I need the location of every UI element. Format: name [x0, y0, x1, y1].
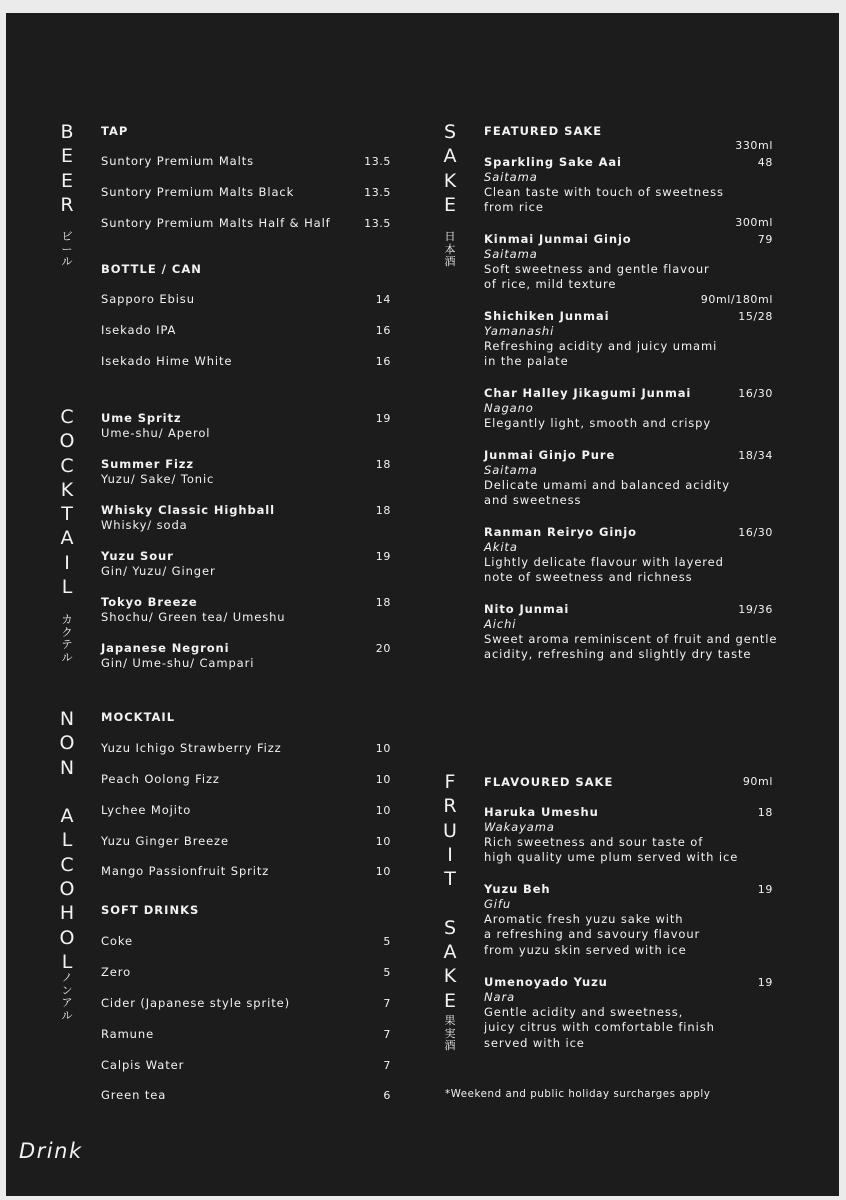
soft-drinks-heading: SOFT DRINKS	[101, 903, 200, 917]
featured-sake-heading: FEATURED SAKE	[484, 124, 603, 138]
cocktail-item-name: Whisky Classic Highball	[101, 503, 275, 517]
fruit-sake-vertical-label-letter: E	[443, 989, 456, 1012]
cocktail-item-name: Tokyo Breeze	[101, 595, 198, 609]
cocktail-item-desc: Shochu/ Green tea/ Umeshu	[101, 610, 286, 624]
beer-vertical-label-letter: E	[60, 169, 73, 192]
tap-item-name: Suntory Premium Malts Black	[101, 185, 295, 199]
cocktail-vertical-label-letter: C	[60, 406, 74, 428]
sake-item-region: Saitama	[484, 463, 538, 477]
mocktail-item-price: 10	[375, 742, 391, 755]
cocktail-item-name: Ume Spritz	[101, 411, 182, 425]
flavoured-sake-region: Gifu	[484, 897, 512, 911]
sake-size-label: 90ml/180ml	[700, 293, 773, 306]
cocktail-japanese-label-char: ク	[61, 625, 73, 639]
sake-item-price: 16/30	[738, 387, 773, 400]
fruit-sake-japanese-label-char: 酒	[444, 1039, 456, 1052]
non-alcohol-vertical-label-letter	[55, 780, 79, 804]
fruit-sake-vertical-label-letter: S	[443, 916, 457, 939]
fruit-sake-vertical-label-letter: U	[443, 819, 457, 842]
sake-item-desc: Elegantly light, smooth and crispy	[484, 416, 712, 430]
soft-drink-name: Coke	[101, 934, 133, 948]
beer-japanese-label	[55, 231, 79, 269]
sake-japanese-label-char: 酒	[444, 255, 456, 268]
soft-drink-price: 5	[383, 966, 391, 979]
soft-drink-price: 7	[383, 1028, 391, 1041]
bottle-heading: BOTTLE / CAN	[101, 262, 202, 276]
sake-item-desc: Sweet aroma reminiscent of fruit and gentle	[484, 632, 778, 646]
cocktail-item-desc: Ume-shu/ Aperol	[101, 426, 211, 440]
sake-japanese-label-char: 日	[444, 230, 456, 243]
flavoured-sake-price: 19	[757, 976, 773, 989]
mocktail-item-price: 10	[375, 773, 391, 786]
flavoured-sake-desc: juicy citrus with comfortable finish	[484, 1020, 715, 1035]
sake-item-region: Nagano	[484, 401, 534, 415]
non-alcohol-vertical-label-letter: O	[59, 878, 75, 901]
bottle-item-price: 16	[375, 355, 391, 368]
non-alcohol-vertical-label-letter: L	[61, 829, 73, 852]
flavoured-sake-desc: Aromatic fresh yuzu sake with	[484, 912, 684, 926]
sake-item-region: Saitama	[484, 170, 538, 184]
flavoured-sake-price: 19	[757, 883, 773, 896]
sake-vertical-label-letter: K	[443, 169, 457, 192]
drink-menu	[6, 13, 839, 1196]
soft-drink-price: 7	[383, 997, 391, 1010]
drink-footer-label: Drink	[19, 1139, 83, 1163]
sake-size-label: 330ml	[735, 139, 773, 152]
cocktail-item-price: 18	[375, 458, 391, 471]
sake-item-price: 19/36	[738, 603, 773, 616]
non-alcohol-japanese-label-char: ル	[61, 1008, 73, 1022]
flavoured-sake-region: Nara	[484, 990, 516, 1004]
flavoured-sake-desc: Rich sweetness and sour taste of	[484, 835, 704, 849]
sake-item-name: Kinmai Junmai Ginjo	[484, 232, 632, 246]
flavoured-sake-desc: Gentle acidity and sweetness,	[484, 1005, 684, 1019]
sake-item-name: Shichiken Junmai	[484, 309, 610, 323]
cocktail-vertical-label-letter: K	[60, 478, 74, 501]
non-alcohol-japanese-label-char: ノ	[61, 971, 73, 984]
non-alcohol-vertical-label-letter: O	[59, 926, 75, 949]
tap-item-price: 13.5	[364, 217, 391, 230]
mocktail-item-name: Lychee Mojito	[101, 803, 192, 817]
mocktail-item-price: 10	[375, 835, 391, 848]
mocktail-item-name: Yuzu Ichigo Strawberry Fizz	[101, 741, 282, 755]
cocktail-item-desc: Gin/ Yuzu/ Ginger	[101, 564, 216, 578]
sake-item-price: 15/28	[738, 310, 773, 323]
sake-item-name: Junmai Ginjo Pure	[484, 448, 616, 462]
non-alcohol-vertical-label-letter: H	[59, 902, 75, 925]
sake-item-desc: acidity, refreshing and slightly dry taste	[484, 647, 752, 662]
sake-vertical-label	[438, 120, 462, 217]
sake-size-label: 300ml	[735, 216, 773, 229]
non-alcohol-vertical-label-letter: O	[59, 732, 75, 755]
sake-vertical-label-letter: A	[443, 145, 457, 168]
sake-item-desc: Lightly delicate flavour with layered	[484, 555, 724, 569]
cocktail-vertical-label	[55, 405, 79, 599]
flavoured-sake-desc: high quality ume plum served with ice	[484, 850, 739, 865]
cocktail-vertical-label-letter: C	[60, 454, 74, 477]
fruit-sake-vertical-label-letter: T	[444, 868, 456, 891]
sake-item-price: 16/30	[738, 526, 773, 539]
sake-item-desc: Delicate umami and balanced acidity	[484, 478, 730, 492]
sake-japanese-label	[438, 231, 462, 269]
beer-vertical-label	[55, 120, 79, 217]
fruit-sake-japanese-label	[438, 1015, 462, 1053]
fruit-sake-vertical-label-letter: F	[444, 771, 456, 793]
cocktail-vertical-label-letter: A	[60, 527, 74, 550]
flavoured-sake-desc: from yuzu skin served with ice	[484, 942, 687, 957]
soft-drink-price: 6	[383, 1089, 391, 1102]
cocktail-vertical-label-letter: I	[64, 551, 70, 574]
sake-item-name: Nito Junmai	[484, 602, 570, 616]
cocktail-item-price: 18	[375, 504, 391, 517]
sake-item-name: Sparkling Sake Aai	[484, 155, 622, 169]
fruit-sake-vertical-label-letter: A	[443, 941, 457, 964]
fruit-sake-japanese-label-char: 果	[444, 1014, 456, 1027]
mocktail-item-name: Yuzu Ginger Breeze	[101, 834, 229, 848]
non-alcohol-japanese-label-char: ア	[61, 996, 73, 1009]
soft-drink-name: Cider (Japanese style sprite)	[101, 996, 290, 1010]
fruit-sake-vertical-label-letter: I	[447, 843, 453, 866]
beer-vertical-label-letter: B	[60, 121, 74, 143]
cocktail-item-price: 18	[375, 596, 391, 609]
flavoured-sake-heading: FLAVOURED SAKE	[484, 775, 614, 789]
tap-item-name: Suntory Premium Malts	[101, 154, 255, 168]
soft-drink-price: 7	[383, 1059, 391, 1072]
tap-item-price: 13.5	[364, 186, 391, 199]
cocktail-item-price: 19	[375, 412, 391, 425]
sake-vertical-label-letter: S	[443, 121, 457, 143]
bottle-item-name: Isekado IPA	[101, 323, 177, 337]
beer-vertical-label-letter: R	[60, 193, 74, 216]
sake-item-region: Akita	[484, 540, 518, 554]
mocktail-item-price: 10	[375, 804, 391, 817]
cocktail-japanese-label-char: カ	[61, 613, 73, 626]
non-alcohol-vertical-label-letter: A	[60, 805, 74, 828]
cocktail-vertical-label-letter: L	[61, 576, 73, 599]
sake-item-price: 48	[757, 156, 773, 169]
cocktail-vertical-label-letter: T	[61, 503, 73, 526]
soft-drink-name: Green tea	[101, 1088, 167, 1102]
non-alcohol-vertical-label-letter: L	[61, 950, 73, 973]
beer-japanese-label-char: ビ	[61, 230, 73, 243]
cocktail-item-name: Summer Fizz	[101, 457, 194, 471]
sake-item-desc: note of sweetness and richness	[484, 570, 693, 585]
non-alcohol-vertical-label-letter: C	[60, 853, 74, 876]
soft-drink-name: Ramune	[101, 1027, 155, 1041]
fruit-sake-vertical-label-letter: R	[443, 795, 457, 818]
mocktail-item-name: Mango Passionfruit Spritz	[101, 864, 270, 878]
cocktail-item-price: 19	[375, 550, 391, 563]
cocktail-japanese-label-char: ル	[61, 650, 73, 664]
bottle-item-name: Sapporo Ebisu	[101, 292, 195, 306]
sake-item-region: Saitama	[484, 247, 538, 261]
sake-item-desc: of rice, mild texture	[484, 277, 617, 292]
cocktail-vertical-label-letter: O	[59, 430, 75, 453]
flavoured-sake-name: Yuzu Beh	[484, 882, 551, 896]
mocktail-item-price: 10	[375, 865, 391, 878]
mocktail-item-name: Peach Oolong Fizz	[101, 772, 220, 786]
flavoured-sake-price: 18	[757, 806, 773, 819]
soft-drink-name: Calpis Water	[101, 1058, 185, 1072]
beer-vertical-label-letter: E	[60, 145, 73, 168]
sake-item-desc: from rice	[484, 200, 544, 215]
non-alcohol-vertical-label-letter: N	[59, 756, 75, 779]
cocktail-item-desc: Gin/ Ume-shu/ Campari	[101, 656, 255, 670]
cocktail-japanese-label-char: テ	[61, 638, 73, 651]
sake-item-desc: and sweetness	[484, 493, 582, 508]
cocktail-item-desc: Yuzu/ Sake/ Tonic	[101, 472, 215, 486]
flavoured-sake-region: Wakayama	[484, 820, 555, 834]
sake-japanese-label-char: 本	[444, 242, 456, 256]
surcharge-footnote: *Weekend and public holiday surcharges apply	[445, 1089, 711, 1100]
flavoured-sake-name: Haruka Umeshu	[484, 805, 599, 819]
flavoured-sake-size: 90ml	[742, 775, 773, 788]
flavoured-sake-name: Umenoyado Yuzu	[484, 975, 608, 989]
beer-japanese-label-char: ー	[61, 242, 73, 256]
cocktail-item-price: 20	[375, 642, 391, 655]
flavoured-sake-desc: served with ice	[484, 1035, 585, 1050]
sake-item-desc: Soft sweetness and gentle flavour	[484, 262, 710, 276]
fruit-sake-vertical-label-letter	[438, 891, 462, 915]
sake-item-region: Yamanashi	[484, 324, 555, 338]
mocktail-heading: MOCKTAIL	[101, 710, 176, 724]
sake-item-desc: in the palate	[484, 354, 569, 369]
soft-drink-name: Zero	[101, 965, 132, 979]
sake-item-desc: Refreshing acidity and juicy umami	[484, 339, 718, 353]
bottle-item-price: 14	[375, 293, 391, 306]
sake-item-region: Aichi	[484, 617, 517, 631]
sake-item-name: Char Halley Jikagumi Junmai	[484, 386, 692, 400]
flavoured-sake-desc: a refreshing and savoury flavour	[484, 927, 701, 942]
fruit-sake-vertical-label	[438, 770, 462, 1013]
cocktail-item-name: Japanese Negroni	[101, 641, 230, 655]
sake-item-name: Ranman Reiryo Ginjo	[484, 525, 637, 539]
soft-drink-price: 5	[383, 935, 391, 948]
fruit-sake-japanese-label-char: 実	[444, 1026, 456, 1040]
sake-item-desc: Clean taste with touch of sweetness	[484, 185, 724, 199]
tap-heading: TAP	[101, 124, 129, 138]
cocktail-item-desc: Whisky/ soda	[101, 518, 188, 532]
non-alcohol-vertical-label	[55, 707, 79, 974]
non-alcohol-japanese-label-char: ン	[61, 983, 73, 997]
tap-item-name: Suntory Premium Malts Half & Half	[101, 216, 331, 230]
tap-item-price: 13.5	[364, 155, 391, 168]
cocktail-japanese-label	[55, 614, 79, 664]
non-alcohol-vertical-label-letter: N	[59, 708, 75, 730]
bottle-item-price: 16	[375, 324, 391, 337]
non-alcohol-japanese-label	[55, 972, 79, 1022]
cocktail-item-name: Yuzu Sour	[101, 549, 174, 563]
sake-item-price: 18/34	[738, 449, 773, 462]
sake-vertical-label-letter: E	[443, 193, 456, 216]
fruit-sake-vertical-label-letter: K	[443, 965, 457, 988]
sake-item-price: 79	[757, 233, 773, 246]
bottle-item-name: Isekado Hime White	[101, 354, 233, 368]
beer-japanese-label-char: ル	[61, 255, 73, 268]
